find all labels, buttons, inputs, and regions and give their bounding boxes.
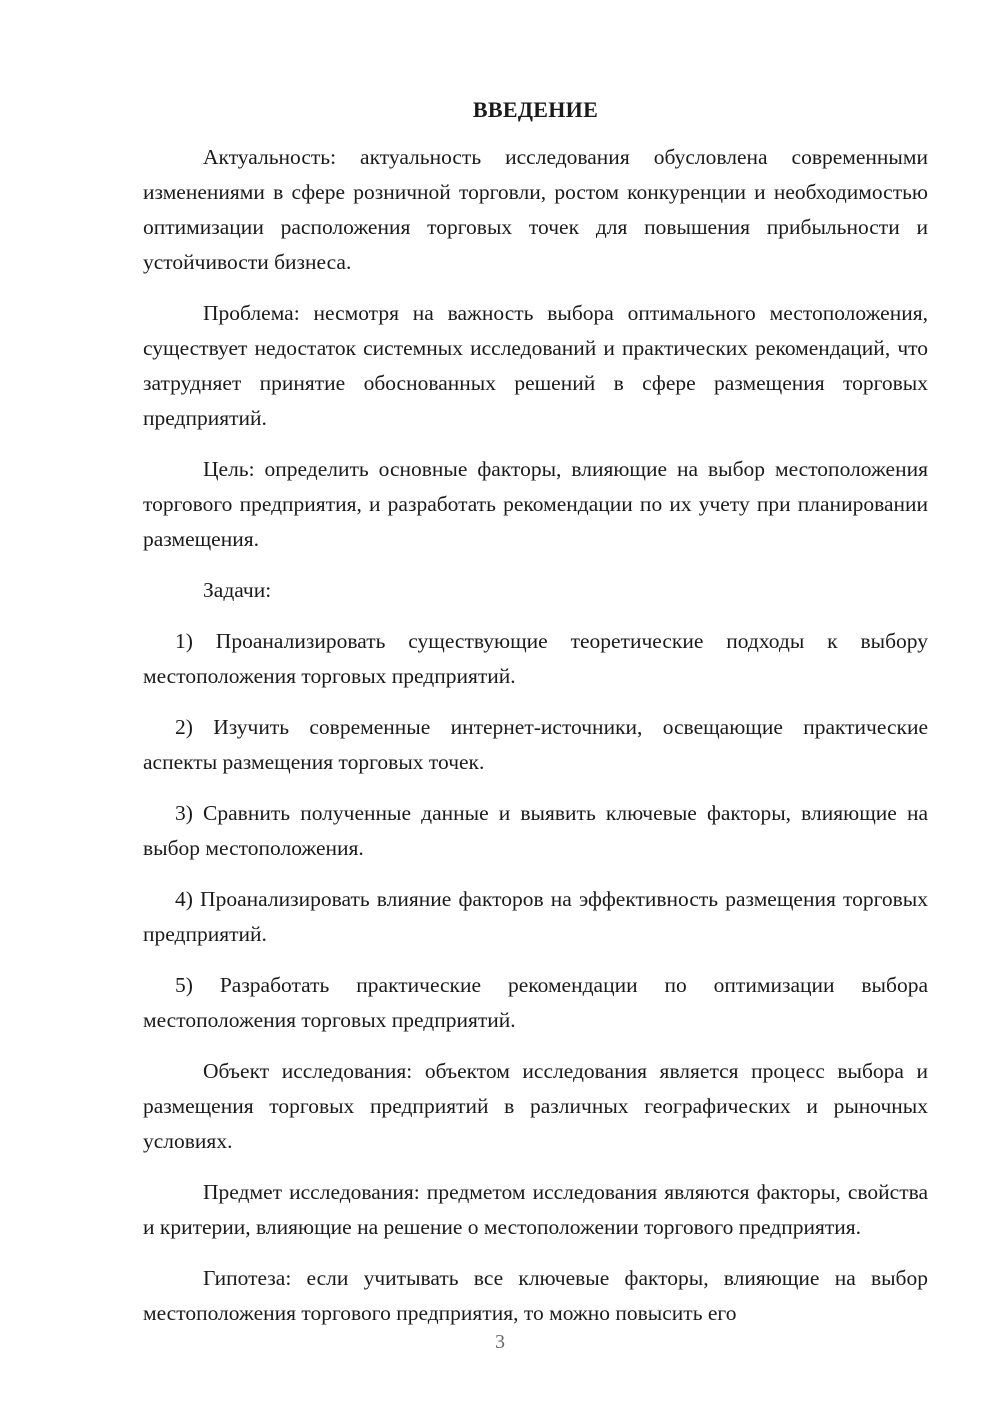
task-item-5: 5) Разработать практические рекомендации по оптимизации выбора местоположения торговых предприятий. xyxy=(143,973,928,1032)
paragraph-goal: Цель: определить основные факторы, влияющие на выбор местоположения торгового предприятия, и разработать рекомендации по их учету при планировании размещения. xyxy=(143,457,928,551)
paragraph-subject: Предмет исследования: предметом исследования являются факторы, свойства и критерии, влияющие на решение о местоположении торгового предприятия. xyxy=(143,1180,928,1239)
paragraph-hypothesis: Гипотеза: если учитывать все ключевые факторы, влияющие на выбор местоположения торгового предприятия, то можно повысить его xyxy=(143,1266,928,1325)
paragraph-object: Объект исследования: объектом исследования является процесс выбора и размещения торговых предприятий в различных географических и рыночных условиях. xyxy=(143,1059,928,1153)
task-item-4: 4) Проанализировать влияние факторов на эффективность размещения торговых предприятий. xyxy=(143,887,928,946)
page-number: 3 xyxy=(495,1331,505,1353)
document-page xyxy=(143,92,928,1347)
paragraph-relevance: Актуальность: актуальность исследования обусловлена современными изменениями в сфере розничной торговли, ростом конкуренции и необходимостью оптимизации расположения торговых точек для повышения прибыльности и устойчивости бизнеса. xyxy=(143,145,928,274)
task-item-1: 1) Проанализировать существующие теоретические подходы к выбору местоположения торговых предприятий. xyxy=(143,629,928,688)
paragraph-problem: Проблема: несмотря на важность выбора оптимального местоположения, существует недостаток системных исследований и практических рекомендаций, что затрудняет принятие обоснованных решений в сфере размещения торговых предприятий. xyxy=(143,301,928,430)
paragraph-tasks-heading: Задачи: xyxy=(203,578,272,602)
page-title: ВВЕДЕНИЕ xyxy=(472,97,599,122)
task-item-2: 2) Изучить современные интернет-источники, освещающие практические аспекты размещения торговых точек. xyxy=(143,715,928,774)
task-item-3: 3) Сравнить полученные данные и выявить ключевые факторы, влияющие на выбор местоположения. xyxy=(143,801,928,860)
